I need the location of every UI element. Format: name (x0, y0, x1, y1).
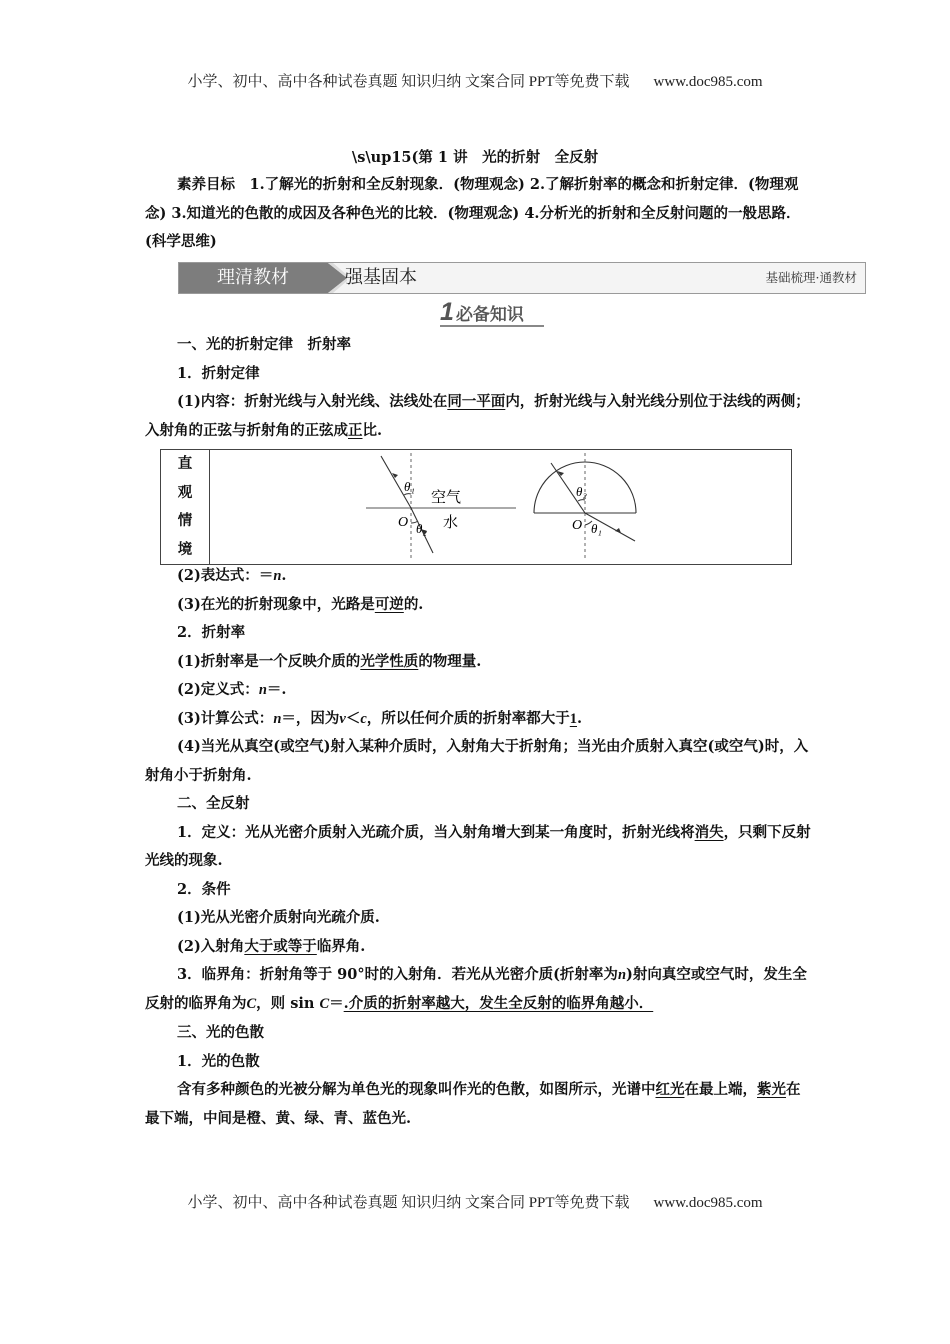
section-2 (145, 790, 813, 1018)
refracted-arrow (615, 528, 621, 533)
theta1-label: θ₁ (404, 479, 415, 494)
dispersion-subheading: 1．光的色散 (177, 1052, 260, 1070)
index-3-text-3: ，所以任何介质的折射率都大于 (366, 709, 570, 727)
index-2-equals: ＝. (266, 681, 287, 698)
section-1-top (145, 331, 813, 445)
section-mark (440, 298, 524, 326)
symbol-C: C (246, 995, 257, 1012)
goals-text: 1.了解光的折射和全反射现象．(物理观念) 2.了解折射率的概念和折射定律．(物理观念) 3.知道光的色散的成因及各种色光的比较．(物理观念) 4.分析光的折射和全反射问题的一般思路．(科学思维) (145, 176, 801, 250)
violet-light-blank: 紫光 (757, 1081, 786, 1098)
air-label: 空气 (431, 488, 462, 506)
index-3-text-1: (3)计算公式： (177, 709, 274, 727)
table-label-column (161, 450, 210, 564)
goals-paragraph (145, 171, 813, 257)
table-label-char: 境 (177, 540, 193, 558)
index-2-text: (2)定义式： (177, 681, 259, 698)
dispersion-paragraph (145, 1076, 813, 1133)
theta2-arc (578, 500, 585, 501)
table-label-char: 观 (177, 483, 193, 501)
tir-definition (145, 819, 813, 876)
index-point-3 (145, 705, 813, 734)
less-than: ＜ (345, 709, 361, 727)
definition-blank: 消失 (694, 823, 724, 841)
section-banner (178, 262, 866, 294)
condition-2-text-1: (2)入射角 (177, 937, 245, 955)
period: . (281, 567, 287, 584)
symbol-n: n (258, 682, 267, 698)
index-heading: 2．折射率 (177, 624, 246, 641)
reversible-line (145, 591, 813, 620)
law-blank-plane: 同一平面 (447, 393, 506, 410)
condition-1: (1)光从光密介质射向光疏介质. (177, 909, 380, 926)
condition-heading: 2．条件 (177, 880, 231, 898)
reversible-text-2: 的. (403, 595, 424, 613)
critical-text-2: )射向真空或空气时，发生全反射的临界角为 (145, 966, 807, 1012)
section-2-heading: 二、全反射 (177, 795, 250, 812)
origin-label: O (572, 518, 583, 533)
condition-2-blank: 大于或等于 (244, 937, 317, 955)
symbol-v: v (339, 710, 346, 727)
index-point-4: (4)当光从真空(或空气)射入某种介质时，入射角大于折射角；当光由介质射入真空(或空气)时，入射角小于折射角. (145, 738, 809, 784)
semicircle-diagram (534, 453, 636, 559)
section-1-heading: 一、光的折射定律 折射率 (177, 336, 351, 353)
section-mark-text: 必备知识 (455, 305, 524, 325)
section-underline (440, 325, 544, 327)
index-3-text-2: ＝，因为 (281, 709, 340, 727)
reversible-blank: 可逆 (374, 595, 404, 613)
table-label-char: 情 (177, 512, 193, 529)
index-1-text-2: 的物理量. (418, 652, 482, 670)
dispersion-text-1: 含有多种颜色的光被分解为单色光的现象叫作光的色散，如图所示，光谱中 (177, 1081, 656, 1098)
origin-label: O (398, 515, 409, 530)
equals-sign: ＝ (258, 567, 274, 584)
banner-left-label: 理清教材 (179, 263, 327, 293)
header-text: 小学、初中、高中各种试卷真题 知识归纳 文案合同 PPT等免费下载 (187, 74, 630, 90)
symbol-n: n (617, 967, 627, 983)
index-point-2 (145, 676, 813, 705)
header-url[interactable]: www.doc985.com (653, 74, 763, 90)
index-point-1 (145, 648, 813, 677)
red-light-blank: 红光 (655, 1081, 685, 1098)
section-number: 1 (440, 298, 454, 326)
air-water-diagram (366, 453, 516, 559)
index-1-text-1: (1)折射率是一个反映介质的 (177, 652, 361, 670)
banner-wedge-shape (325, 263, 347, 293)
critical-text-3: ，则 sin (256, 994, 315, 1012)
banner-middle-label: 强基固本 (345, 267, 417, 288)
table-label-char: 直 (177, 455, 193, 472)
theta1-label: θ₁ (591, 521, 602, 536)
refraction-diagrams (211, 451, 791, 563)
reversible-text-1: (3)在光的折射现象中，光路是 (177, 595, 375, 613)
definition-text-1: 1．定义：光从光密介质射入光疏介质，当入射角增大到某一角度时，折射光线将 (177, 823, 695, 841)
section-3-heading: 三、光的色散 (177, 1024, 264, 1041)
expression-label: (2)表达式： (177, 567, 259, 584)
lecture-title: \s\up15(第 1 讲 光的折射 全反射 (351, 149, 599, 166)
expression-line (145, 562, 813, 591)
critical-text-1: 3．临界角：折射角等于 90°时的入射角．若光从光密介质(折射率为 (177, 966, 618, 983)
definition-text-2: ，只剩下反射光线的现象. (145, 823, 811, 869)
law-content (145, 388, 813, 445)
condition-2-text-2: 临界角. (316, 937, 366, 955)
banner-right-label: 基础梳理·通教材 (765, 270, 857, 285)
equals-sign: ＝ (329, 994, 344, 1012)
theta2-label: θ₂ (416, 521, 427, 536)
intuitive-scenario-table (160, 449, 792, 565)
dispersion-text-3: 在最下端，中间是橙、黄、绿、青、蓝色光. (145, 1081, 801, 1127)
condition-2 (145, 933, 813, 962)
section-3 (145, 1019, 813, 1133)
law-content-text-3: 比. (362, 421, 383, 439)
critical-blank: .介质的折射率越大，发生全反射的临界角越小． (343, 994, 654, 1012)
section-1-bottom (145, 562, 813, 790)
symbol-C: C (319, 995, 330, 1012)
period: . (577, 709, 583, 727)
page-footer (0, 1191, 950, 1212)
index-1-blank: 光学性质 (360, 652, 419, 670)
index-3-blank: 1 (569, 710, 578, 727)
critical-angle (145, 961, 813, 1018)
dispersion-text-2: 在最上端， (684, 1081, 757, 1098)
footer-url[interactable]: www.doc985.com (653, 1195, 763, 1211)
law-heading: 1．折射定律 (177, 364, 260, 382)
footer-text: 小学、初中、高中各种试卷真题 知识归纳 文案合同 PPT等免费下载 (187, 1195, 630, 1211)
water-label: 水 (443, 513, 459, 531)
law-blank-proportional: 正 (348, 421, 363, 439)
goals-block (145, 171, 813, 257)
symbol-n: n (273, 568, 282, 584)
page-header (0, 70, 950, 91)
goals-label: 素养目标 (177, 176, 235, 193)
theta2-label: θ₂ (576, 484, 587, 499)
law-content-text-1: (1)内容：折射光线与入射光线、法线处在 (177, 393, 448, 410)
law-content-text-2: 内，折射光线与入射光线分别位于法线的两侧；入射角的正弦与折射角的正弦成 (145, 393, 810, 439)
symbol-c: c (360, 710, 367, 727)
symbol-n: n (273, 710, 282, 727)
